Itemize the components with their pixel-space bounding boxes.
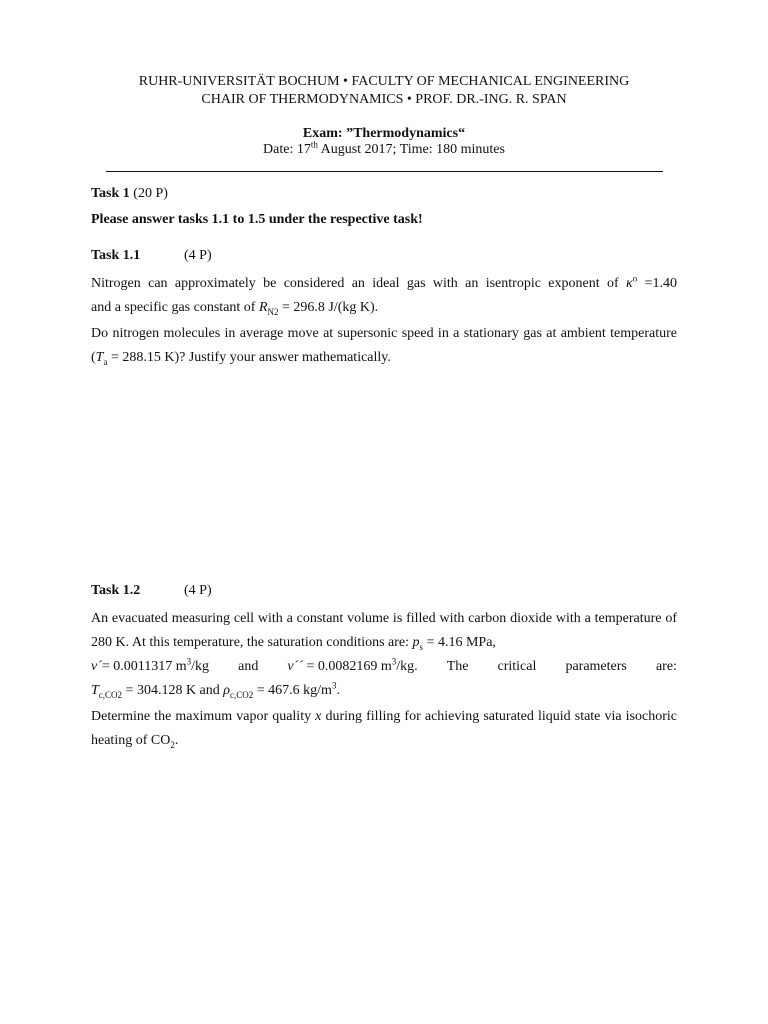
task1-1-title: Task 1.1 bbox=[91, 248, 141, 263]
chair-line: CHAIR OF THERMODYNAMICS • PROF. DR.-ING. R. SPAN bbox=[201, 92, 567, 107]
exam-title: Exam: ”Thermodynamics“ bbox=[302, 126, 466, 141]
task1-1-paragraph-2: Do nitrogen molecules in average move at supersonic speed in a stationary gas at ambient temperature ($T_a = 288.15$ K)? Justify your answer mathematically. bbox=[91, 326, 677, 367]
exam-date: Date: 17th August 2017; Time: 180 minutes bbox=[263, 139, 505, 157]
university-line: RUHR-UNIVERSITÄT BOCHUM • FACULTY OF MECHANICAL ENGINEERING bbox=[138, 74, 630, 89]
task1-1-paragraph-1: Nitrogen can approximately be considered an ideal gas with an isentropic exponent of $\kappa^o =1.40$ and a specific gas constant of $R_{N2} = 296.8$ J/(kg K). bbox=[91, 273, 677, 317]
task1-2-points: (4 P) bbox=[184, 583, 212, 598]
header-divider bbox=[106, 171, 663, 172]
task1-2-paragraph-1: An evacuated measuring cell with a constant volume is filled with carbon dioxide with a temperature of 280 K. At this temperature, the saturation conditions are: $p_s = 4.16$ MPa, v´= 0.0011317 $m^3/kg$ and v´´ = 0.0082169 $m^3/kg$. The critical parameters are: $T_{c,CO2} = 304.128$ K and $\rho_{c,CO2} = 467.6$ $kg/m^3$. bbox=[91, 611, 677, 700]
task1-instruction: Please answer tasks 1.1 to 1.5 under the respective task! bbox=[91, 212, 423, 227]
task1-1-points: (4 P) bbox=[184, 248, 212, 263]
task1-2-paragraph-2: Determine the maximum vapor quality x during filling for achieving saturated liquid state via isochoric heating of $CO_2$. bbox=[91, 709, 677, 750]
task1-heading: Task 1 (20 P) bbox=[91, 186, 168, 201]
task1-2-title: Task 1.2 bbox=[91, 583, 141, 598]
